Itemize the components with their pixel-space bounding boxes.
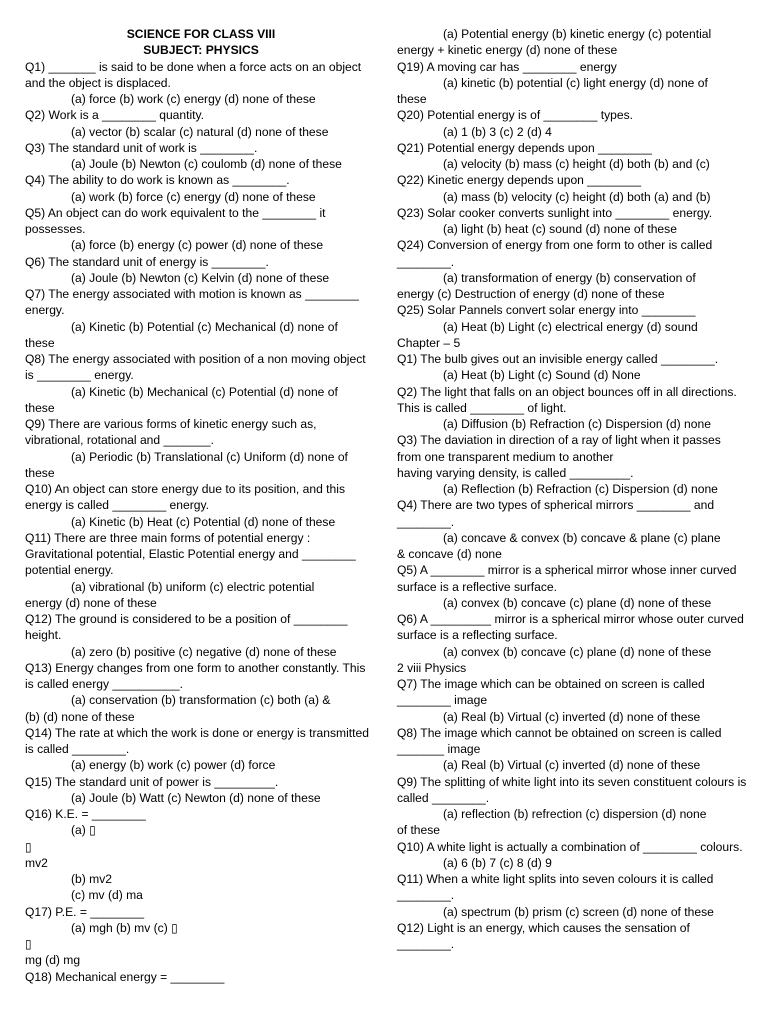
question-text-line: these — [25, 465, 55, 480]
answer-options-line: (a) Real (b) Virtual (c) inverted (d) none of these — [443, 709, 701, 724]
question-text-line: Q12) Light is an energy, which causes the sensation of ________. — [397, 920, 690, 951]
question-text-line: these — [397, 92, 427, 106]
answer-options-line: (c) mv (d) ma — [71, 888, 143, 903]
question-text-line: Q4) The ability to do work is known as ________. — [25, 173, 290, 188]
question-text-line: Q7) The energy associated with motion is known as ________ energy. — [25, 287, 359, 318]
question-text-line: Q11) There are three main forms of potential energy : Gravitational potential, Elastic Potential energy and ________ potential energy. — [25, 530, 356, 578]
question-text-line: mv2 — [25, 855, 48, 870]
answer-options-line: (a) Joule (b) Newton (c) Kelvin (d) none of these — [71, 270, 330, 285]
question-text-line: energy + kinetic energy (d) none of these — [397, 43, 618, 58]
question-text-line: Q9) The splitting of white light into its seven constituent colours is called ________. — [397, 774, 747, 805]
question-text-line: Q2) Work is a ________ quantity. — [25, 108, 205, 123]
question-text-line: Q18) Mechanical energy = ________ — [25, 969, 225, 984]
answer-options-line: (a) Real (b) Virtual (c) inverted (d) none of these — [443, 758, 701, 773]
question-text-line: Q22) Kinetic energy depends upon ________ — [397, 173, 642, 188]
answer-options-line: (a) Kinetic (b) Potential (c) Mechanical (d) none of — [71, 319, 338, 334]
question-text-line: Q4) There are two types of spherical mirrors ________ and ________. — [397, 498, 715, 529]
answer-options-line: (a) 6 (b) 7 (c) 8 (d) 9 — [443, 855, 552, 870]
question-text-line: Q2) The light that falls on an object bounces off in all directions. This is called ________ of light. — [397, 384, 737, 415]
answer-options-line: (a) Joule (b) Newton (c) coulomb (d) none of these — [71, 157, 342, 171]
question-text-line: of these — [397, 823, 441, 838]
question-text-line: Q7) The image which can be obtained on screen is called ________ image — [397, 677, 705, 708]
question-text-line: Q13) Energy changes from one form to another constantly. This is called energy __________. — [25, 660, 366, 691]
answer-options-line: (a) energy (b) work (c) power (d) force — [71, 758, 276, 773]
question-text-line: having varying density, is called _________. — [397, 465, 634, 480]
question-text-line: Q25) Solar Pannels convert solar energy into ________ — [397, 303, 696, 318]
question-text-line: ▯ — [25, 937, 32, 951]
question-text-line: energy (d) none of these — [25, 595, 157, 610]
answer-options-line: (a) convex (b) concave (c) plane (d) none of these — [443, 595, 712, 610]
question-text-line: Q3) The daviation in direction of a ray of light when it passes from one transparent medium to another — [397, 433, 721, 464]
question-text-line: 2 viii Physics — [397, 660, 467, 675]
question-text-line: Q15) The standard unit of power is _________. — [25, 774, 279, 789]
answer-options-line: (a) Periodic (b) Translational (c) Uniform (d) none of — [71, 449, 348, 464]
question-text-line: Q1) _______ is said to be done when a force acts on an object and the object is displaced. — [25, 59, 362, 90]
question-text-line: Q24) Conversion of energy from one form to other is called ________. — [397, 238, 713, 269]
answer-options-line: (a) Heat (b) Light (c) Sound (d) None — [443, 368, 641, 383]
answer-options-line: (a) transformation of energy (b) conservation of — [443, 270, 696, 285]
question-text-line: Q6) A _________ mirror is a spherical mirror whose outer curved surface is a reflecting surface. — [397, 612, 744, 643]
question-text-line: Q3) The standard unit of work is ________. — [25, 140, 258, 155]
question-text-line: & concave (d) none — [397, 547, 502, 561]
question-text-line: ▯ — [25, 839, 32, 854]
answer-options-line: (a) mgh (b) mv (c) ▯ — [71, 920, 178, 935]
document-title-line: SUBJECT: PHYSICS — [143, 43, 259, 58]
right-column — [397, 26, 747, 952]
answer-options-line: (a) vibrational (b) uniform (c) electric potential — [71, 579, 315, 594]
document-title-line: SCIENCE FOR CLASS VIII — [126, 27, 276, 41]
question-text-line: Q19) A moving car has ________ energy — [397, 59, 617, 74]
answer-options-line: (a) concave & convex (b) concave & plane (c) plane — [443, 530, 721, 545]
question-text-line: Q6) The standard unit of energy is ________. — [25, 254, 269, 269]
answer-options-line: (a) convex (b) concave (c) plane (d) none of these — [443, 644, 712, 659]
answer-options-line: (a) Heat (b) Light (c) electrical energy (d) sound — [443, 319, 698, 334]
answer-options-line: (a) reflection (b) refrection (c) dispersion (d) none — [443, 807, 707, 821]
answer-options-line: (a) force (b) work (c) energy (d) none of these — [71, 92, 316, 106]
answer-options-line: (a) 1 (b) 3 (c) 2 (d) 4 — [443, 124, 552, 139]
answer-options-line: (a) Diffusion (b) Refraction (c) Dispersion (d) none — [443, 417, 711, 431]
question-text-line: Q5) A ________ mirror is a spherical mirror whose inner curved surface is a reflective surface. — [397, 563, 737, 594]
answer-options-line: (a) ▯ — [71, 823, 96, 838]
question-text-line: Q21) Potential energy depends upon ________ — [397, 140, 652, 155]
answer-options-line: (a) mass (b) velocity (c) height (d) both (a) and (b) — [443, 189, 711, 204]
answer-options-line: (a) conservation (b) transformation (c) both (a) & — [71, 693, 331, 708]
answer-options-line: (a) Kinetic (b) Mechanical (c) Potential (d) none of — [71, 384, 338, 399]
answer-options-line: (a) Kinetic (b) Heat (c) Potential (d) none of these — [71, 514, 336, 529]
answer-options-line: (a) vector (b) scalar (c) natural (d) none of these — [71, 124, 329, 139]
question-text-line: Q8) The energy associated with position of a non moving object is ________ energy. — [25, 352, 366, 383]
question-text-line: Q5) An object can do work equivalent to the ________ it possesses. — [25, 205, 326, 236]
answer-options-line: (a) light (b) heat (c) sound (d) none of these — [443, 222, 677, 236]
question-text-line: mg (d) mg — [25, 953, 81, 968]
answer-options-line: (a) velocity (b) mass (c) height (d) both (b) and (c) — [443, 157, 710, 171]
question-text-line: Q10) An object can store energy due to its position, and this energy is called ________ energy. — [25, 482, 346, 513]
question-text-line: energy (c) Destruction of energy (d) none of these — [397, 287, 665, 301]
question-text-line: Q12) The ground is considered to be a position of ________ height. — [25, 612, 348, 643]
question-text-line: Q16) K.E. = ________ — [25, 807, 146, 821]
question-text-line: Q8) The image which cannot be obtained on screen is called _______ image — [397, 725, 722, 756]
answer-options-line: (a) spectrum (b) prism (c) screen (d) none of these — [443, 904, 714, 919]
question-text-line: Chapter – 5 — [397, 335, 461, 350]
left-column — [25, 26, 377, 985]
question-text-line: these — [25, 335, 55, 350]
question-text-line: Q10) A white light is actually a combination of ________ colours. — [397, 839, 743, 854]
answer-options-line: (a) force (b) energy (c) power (d) none of these — [71, 238, 324, 253]
question-text-line: Q14) The rate at which the work is done or energy is transmitted is called ________. — [25, 725, 369, 756]
question-text-line: Q23) Solar cooker converts sunlight into ________ energy. — [397, 205, 713, 220]
question-text-line: Q17) P.E. = ________ — [25, 904, 145, 919]
answer-options-line: (a) zero (b) positive (c) negative (d) none of these — [71, 644, 337, 659]
question-text-line: Q9) There are various forms of kinetic energy such as, vibrational, rotational and _______. — [25, 417, 317, 448]
answer-options-line: (a) kinetic (b) potential (c) light energy (d) none of — [443, 75, 708, 90]
question-text-line: (b) (d) none of these — [25, 709, 135, 724]
question-text-line: Q11) When a white light splits into seven colours it is called ________. — [397, 872, 714, 903]
question-text-line: these — [25, 400, 55, 415]
answer-options-line: (b) mv2 — [71, 872, 112, 886]
question-text-line: Q1) The bulb gives out an invisible energy called ________. — [397, 352, 719, 366]
answer-options-line: (a) Reflection (b) Refraction (c) Dispersion (d) none — [443, 482, 718, 496]
answer-options-line: (a) Joule (b) Watt (c) Newton (d) none of these — [71, 790, 321, 805]
answer-options-line: (a) work (b) force (c) energy (d) none of these — [71, 189, 316, 204]
question-text-line: Q20) Potential energy is of ________ types. — [397, 108, 633, 123]
answer-options-line: (a) Potential energy (b) kinetic energy (c) potential — [443, 27, 712, 41]
